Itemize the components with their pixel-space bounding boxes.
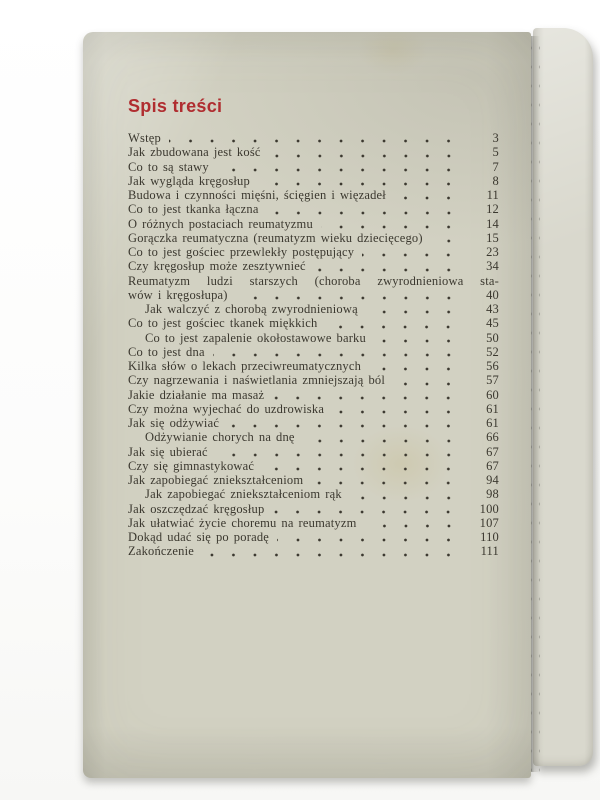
toc-entry-page: 67 <box>486 458 499 473</box>
toc-entry-page: 7 <box>492 159 499 174</box>
toc-entry-page: 110 <box>480 530 499 544</box>
toc-entry <box>128 145 499 159</box>
toc-entry-page: 107 <box>479 515 499 530</box>
dot-leader <box>374 331 468 345</box>
toc-entry <box>128 373 499 387</box>
toc-entry-page: 34 <box>486 259 499 274</box>
dot-leader <box>369 359 468 373</box>
toc-entry-page: 57 <box>486 373 499 388</box>
toc-entry-label: Jak walczyć z chorobą zwyrodnieniową <box>145 302 358 316</box>
toc-entry-page: 56 <box>486 359 499 373</box>
dot-leader <box>272 388 468 402</box>
dot-leader <box>169 131 468 145</box>
toc-entry <box>128 331 499 345</box>
toc-entry-label: Jak się odżywiać <box>128 416 220 430</box>
toc-entry <box>128 302 499 316</box>
toc-entry <box>128 459 499 473</box>
dot-leader <box>258 174 468 188</box>
dot-leader <box>321 217 468 231</box>
dot-leader <box>325 316 468 330</box>
toc-entry-page: 98 <box>486 487 499 502</box>
toc-entry <box>128 516 499 530</box>
toc-entry-label: Co to jest zapalenie okołostawowe barku <box>145 330 366 345</box>
toc-entry <box>128 487 499 501</box>
toc-entry <box>128 345 499 359</box>
dot-leader <box>393 373 468 387</box>
dot-leader <box>236 288 468 302</box>
toc-entry <box>128 502 499 516</box>
dot-leader <box>217 160 468 174</box>
dot-leader <box>213 345 468 359</box>
page-content <box>128 96 499 559</box>
toc-entry-page: 43 <box>486 302 499 316</box>
toc-entry-page: 61 <box>486 401 499 416</box>
toc-entry-page: 45 <box>486 316 499 331</box>
toc-entry-label: Gorączka reumatyczna (reumatyzm wieku dziecięcego) <box>128 230 423 245</box>
page-title: Spis treści <box>128 96 223 116</box>
toc-entry-label: Czy można wyjechać do uzdrowiska <box>128 401 325 416</box>
toc-entry-page: 94 <box>486 473 499 487</box>
toc-entry-page: 5 <box>492 145 499 160</box>
toc-entry <box>128 430 499 444</box>
dot-leader <box>227 416 468 430</box>
toc-entry-page: 50 <box>486 330 499 345</box>
toc-entry-label: Jak wygląda kręgosłup <box>128 173 250 188</box>
toc-entry-label: wów i kręgosłupa) <box>128 287 228 302</box>
toc-entry <box>128 445 499 459</box>
book-page-edges <box>533 28 593 766</box>
book <box>83 28 595 778</box>
dot-leader <box>431 231 468 245</box>
toc-entry-label: Co to jest gościec przewlekły postępujący <box>128 245 355 259</box>
dot-leader <box>272 502 468 516</box>
toc-entry <box>128 288 499 302</box>
toc-entry-page: 3 <box>492 131 499 145</box>
toc-entry-label: Jak ułatwiać życie choremu na reumatyzm <box>128 515 357 530</box>
dot-leader <box>362 245 468 259</box>
toc-entry-label: Jakie działanie ma masaż <box>128 387 265 402</box>
toc-entry-label: Kilka słów o lekach przeciwreumatycznych <box>128 359 362 373</box>
toc-entry <box>128 473 499 487</box>
toc-entry <box>128 402 499 416</box>
toc-entry-label: Jak zbudowana jest kość <box>128 145 261 160</box>
dot-leader <box>303 430 468 444</box>
toc-entry-label: Co to jest gościec tkanek miękkich <box>128 316 318 331</box>
toc-entry-label: Odżywianie chorych na dnę <box>145 430 295 445</box>
toc-entry-page: 66 <box>486 430 499 445</box>
toc-entry-label: Jak oszczędzać kręgosłup <box>128 501 265 516</box>
toc-entry-page: 15 <box>486 230 499 245</box>
toc-entry <box>128 316 499 330</box>
dot-leader <box>267 202 468 216</box>
toc-entry <box>128 274 499 288</box>
toc-entry <box>128 388 499 402</box>
toc-entry <box>128 160 499 174</box>
toc-entry-label: Dokąd udać się po poradę <box>128 530 270 544</box>
toc-entry <box>128 217 499 231</box>
toc-entry <box>128 231 499 245</box>
toc-entry-page: 60 <box>486 387 499 402</box>
toc-entry <box>128 544 499 558</box>
dot-leader <box>277 530 468 544</box>
dot-leader <box>269 145 468 159</box>
toc-entry-page: 52 <box>486 344 499 359</box>
toc-entry-page: 12 <box>486 202 499 217</box>
toc-entry-label: Czy nagrzewania i naświetlania zmniejszają ból <box>128 373 386 388</box>
toc-entry-page: 111 <box>480 544 499 559</box>
toc-entry-label: Jak się ubierać <box>128 444 208 459</box>
toc-entry-page: 40 <box>486 287 499 302</box>
dot-leader <box>350 487 468 501</box>
dot-leader <box>365 516 468 530</box>
dot-leader <box>262 459 468 473</box>
dot-leader <box>394 188 468 202</box>
toc-entry-page: 100 <box>479 501 499 516</box>
toc-entry-label: Czy się gimnastykować <box>128 458 255 473</box>
toc-entry-label: Co to są stawy <box>128 159 209 174</box>
toc-list <box>128 131 499 559</box>
dot-leader <box>332 402 468 416</box>
toc-entry-label: Co to jest dna <box>128 344 205 359</box>
toc-entry <box>128 131 499 145</box>
toc-entry-page: 67 <box>486 444 499 459</box>
toc-entry-page: 23 <box>486 245 499 259</box>
dot-leader <box>216 445 468 459</box>
dot-leader <box>202 544 468 558</box>
toc-entry-label: Czy kręgosłup może zesztywnieć <box>128 259 306 274</box>
toc-entry-page: 14 <box>486 216 499 231</box>
toc-entry-label: Jak zapobiegać zniekształceniom rąk <box>145 487 342 502</box>
toc-entry-label: O różnych postaciach reumatyzmu <box>128 216 313 231</box>
toc-entry <box>128 530 499 544</box>
toc-entry <box>128 259 499 273</box>
book-page <box>83 32 531 778</box>
toc-entry <box>128 174 499 188</box>
toc-entry-label: Jak zapobiegać zniekształceniom <box>128 473 304 487</box>
toc-entry-page: 11 <box>486 188 499 202</box>
toc-entry-label: Budowa i czynności mięśni, ścięgien i więzadeł <box>128 188 386 202</box>
dot-leader <box>366 302 468 316</box>
toc-entry <box>128 245 499 259</box>
toc-entry <box>128 188 499 202</box>
toc-entry-page: 61 <box>486 416 499 430</box>
dot-leader <box>314 259 468 273</box>
toc-entry-label: Co to jest tkanka łączna <box>128 202 259 217</box>
toc-entry <box>128 416 499 430</box>
dot-leader <box>311 473 468 487</box>
toc-entry <box>128 359 499 373</box>
toc-entry-label: Reumatyzm ludzi starszych (choroba zwyrodnieniowa sta- <box>128 273 499 288</box>
toc-entry-label: Zakończenie <box>128 544 195 559</box>
toc-entry <box>128 202 499 216</box>
toc-entry-label: Wstęp <box>128 131 161 145</box>
toc-entry-page: 8 <box>492 173 499 188</box>
